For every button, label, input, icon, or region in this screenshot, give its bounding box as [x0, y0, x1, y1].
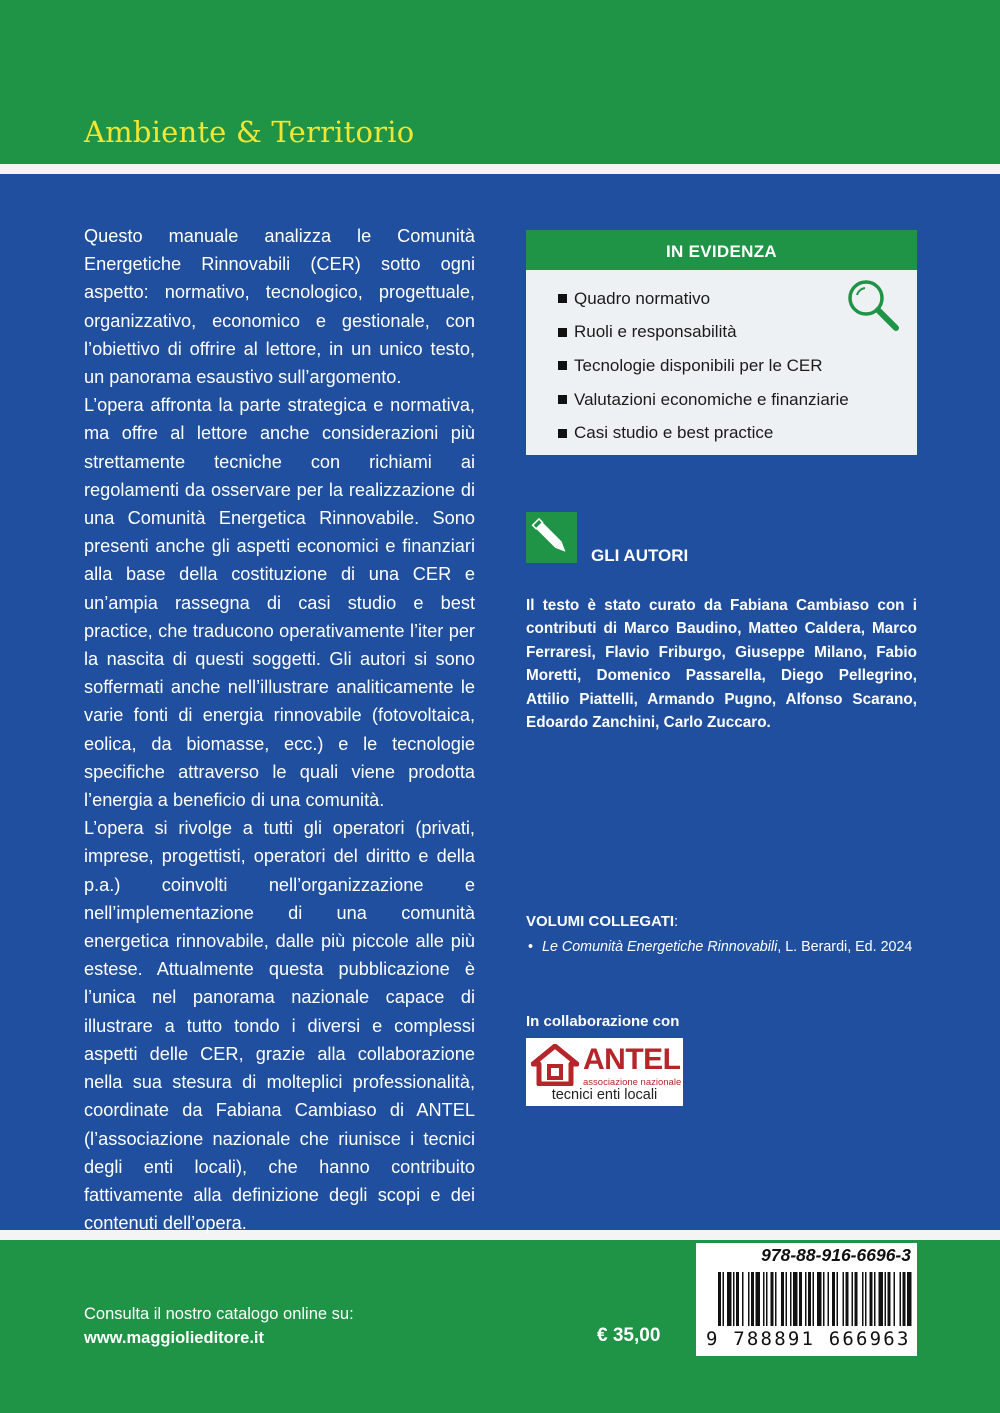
- list-item-label: Casi studio e best practice: [574, 423, 774, 443]
- bullet-square-icon: [558, 361, 567, 370]
- barcode-bar: [790, 1272, 792, 1326]
- house-logo-icon: [531, 1044, 579, 1086]
- barcode-bar: [748, 1272, 750, 1326]
- barcode-bar: [742, 1272, 744, 1326]
- authors-title: GLI AUTORI: [591, 546, 689, 565]
- barcode-bar: [907, 1272, 912, 1326]
- book-description: [84, 222, 475, 1237]
- divider-stripe: [0, 164, 1000, 174]
- barcode-bar: [813, 1272, 815, 1326]
- barcode-bar: [766, 1272, 768, 1326]
- bullet: •: [528, 939, 534, 955]
- barcode-bar: [865, 1272, 867, 1326]
- antel-name: ANTEL: [583, 1043, 681, 1076]
- barcode-bar: [879, 1272, 884, 1326]
- series-title: Ambiente & Territorio: [84, 115, 415, 149]
- barcode-bar: [874, 1272, 876, 1326]
- antel-subtitle: associazione nazionale: [583, 1077, 682, 1088]
- barcode-bar: [832, 1272, 835, 1326]
- barcode-bar: [808, 1272, 811, 1326]
- barcode-bar: [781, 1272, 784, 1326]
- barcode: [696, 1268, 917, 1356]
- barcode-bar: [805, 1272, 807, 1326]
- list-item-label: Quadro normativo: [574, 288, 711, 308]
- highlights-box: [526, 230, 917, 455]
- catalog-text: Consulta il nostro catalogo online su:: [84, 1305, 354, 1323]
- barcode-bars: [696, 1268, 917, 1330]
- barcode-bar: [786, 1272, 788, 1326]
- barcode-bar: [756, 1272, 761, 1326]
- barcode-bar: [771, 1272, 774, 1326]
- barcode-bar: [846, 1272, 849, 1326]
- barcode-bar: [888, 1272, 891, 1326]
- barcode-bar: [843, 1272, 845, 1326]
- barcode-bar: [718, 1272, 721, 1326]
- barcode-bar: [799, 1272, 802, 1326]
- barcode-bar: [775, 1272, 777, 1326]
- bullet-square-icon: [558, 294, 567, 303]
- barcode-bar: [885, 1272, 887, 1326]
- description-paragraph: Questo manuale analizza le Comunità Energetiche Rinnovabili (CER) sotto ogni aspetto: normativo, tecnologico, progettuale, organizzativo, economico e gestionale, con l’obiettivo di offrire al lettore, in un unico testo, un panorama esaustivo sull’argomento.: [84, 226, 475, 388]
- pen-icon: [526, 512, 577, 563]
- barcode-bar: [894, 1272, 896, 1326]
- list-item: [558, 282, 849, 316]
- list-item-label: Valutazioni economiche e finanziarie: [574, 389, 849, 409]
- barcode-bar: [870, 1272, 873, 1326]
- description-paragraph: L’opera affronta la parte strategica e normativa, ma offre al lettore anche considerazioni più strettamente tecniche con richiami ai regolamenti da osservare per la realizzazione di una Comunità Energetica Rinnovabile. Sono presenti anche gli aspetti economici e finanziari alla base della costituzione di una CER e un’ampia rassegna di casi studio e best practice, che traducono operativamente l’iter per la nascita di questi soggetti. Gli autori si sono soffermati anche nell’illustrare analiticamente le varie fonti di energia rinnovabile (fotovoltaica, eolica, da biomasse, ecc.) e le tecnologie specifiche attraverso le quali viene prodotta l’energia a beneficio di una comunità.: [84, 395, 475, 811]
- barcode-bar: [852, 1272, 854, 1326]
- antel-logo: [526, 1038, 683, 1106]
- list-item: [558, 349, 849, 383]
- magnifier-icon: [844, 278, 902, 336]
- barcode-bar: [903, 1272, 906, 1326]
- list-item: [558, 316, 849, 350]
- bullet-square-icon: [558, 429, 567, 438]
- list-item: [558, 416, 849, 450]
- barcode-digits: 9 788891 666963: [706, 1328, 911, 1350]
- antel-tagline: tecnici enti locali: [551, 1087, 658, 1103]
- isbn: 978-88-916-6696-3: [696, 1243, 917, 1268]
- barcode-bar: [817, 1272, 822, 1326]
- barcode-bar: [823, 1272, 825, 1326]
- bullet-square-icon: [558, 328, 567, 337]
- barcode-bar: [862, 1272, 864, 1326]
- barcode-bar: [855, 1272, 858, 1326]
- related-volume-title: Le Comunità Energetiche Rinnovabili: [542, 939, 778, 955]
- barcode-bar: [828, 1272, 830, 1326]
- website-link[interactable]: www.maggiolieditore.it: [84, 1329, 264, 1347]
- description-paragraph: L’opera si rivolge a tutti gli operatori (privati, imprese, progettisti, operatori del diritto e della p.a.) coinvolti nell’organizzazione e nell’implementazione di una comunità energetica rinnovabile, dalle più piccole alle più estese. Attualmente questa pubblicazione è l’unica nel panorama nazionale capace di illustrare a tutto tondo i diversi e complessi aspetti delle CER, grazie alla collaborazione nella sua stesura di molteplici professionalità, coordinate da Fabiana Cambiaso di ANTEL (l’associazione nazionale che riunisce i tecnici degli enti locali), che hanno contribuito fattivamente alla definizione degli scopi e dei contenuti dell’opera.: [84, 818, 475, 1234]
- related-volumes-title: [526, 913, 678, 930]
- bullet-square-icon: [558, 395, 567, 404]
- barcode-bar: [837, 1272, 839, 1326]
- barcode-bar: [733, 1272, 735, 1326]
- list-item-label: Ruoli e responsabilità: [574, 322, 737, 342]
- collaboration-label: In collaborazione con: [526, 1013, 680, 1030]
- authors-text: Il testo è stato curato da Fabiana Cambiaso con i contributi di Marco Baudino, Matteo Caldera, Marco Ferraresi, Flavio Friburgo, Giuseppe Milano, Fabio Moretti, Domenico Passarella, Diego Pellegrino, Attilio Piattelli, Armando Pugno, Alfonso Scarano, Edoardo Zanchini, Carlo Zuccaro.: [526, 597, 917, 732]
- highlights-list: [558, 282, 849, 450]
- related-volume-details: , L. Berardi, Ed. 2024: [777, 939, 913, 955]
- barcode-bar: [793, 1272, 798, 1326]
- barcode-bar: [723, 1272, 725, 1326]
- barcode-bar: [751, 1272, 754, 1326]
- barcode-bar: [736, 1272, 739, 1326]
- barcode-bar: [900, 1272, 902, 1326]
- list-item: [526, 939, 912, 955]
- price: € 35,00: [597, 1325, 661, 1346]
- list-item: [558, 383, 849, 417]
- barcode-bar: [727, 1272, 732, 1326]
- highlights-title: IN EVIDENZA: [526, 230, 917, 270]
- related-volumes-colon: :: [674, 913, 679, 930]
- list-item-label: Tecnologie disponibili per le CER: [574, 355, 823, 375]
- catalog-info: [84, 1302, 354, 1350]
- barcode-bar: [763, 1272, 765, 1326]
- related-volumes-label: VOLUMI COLLEGATI: [526, 913, 675, 930]
